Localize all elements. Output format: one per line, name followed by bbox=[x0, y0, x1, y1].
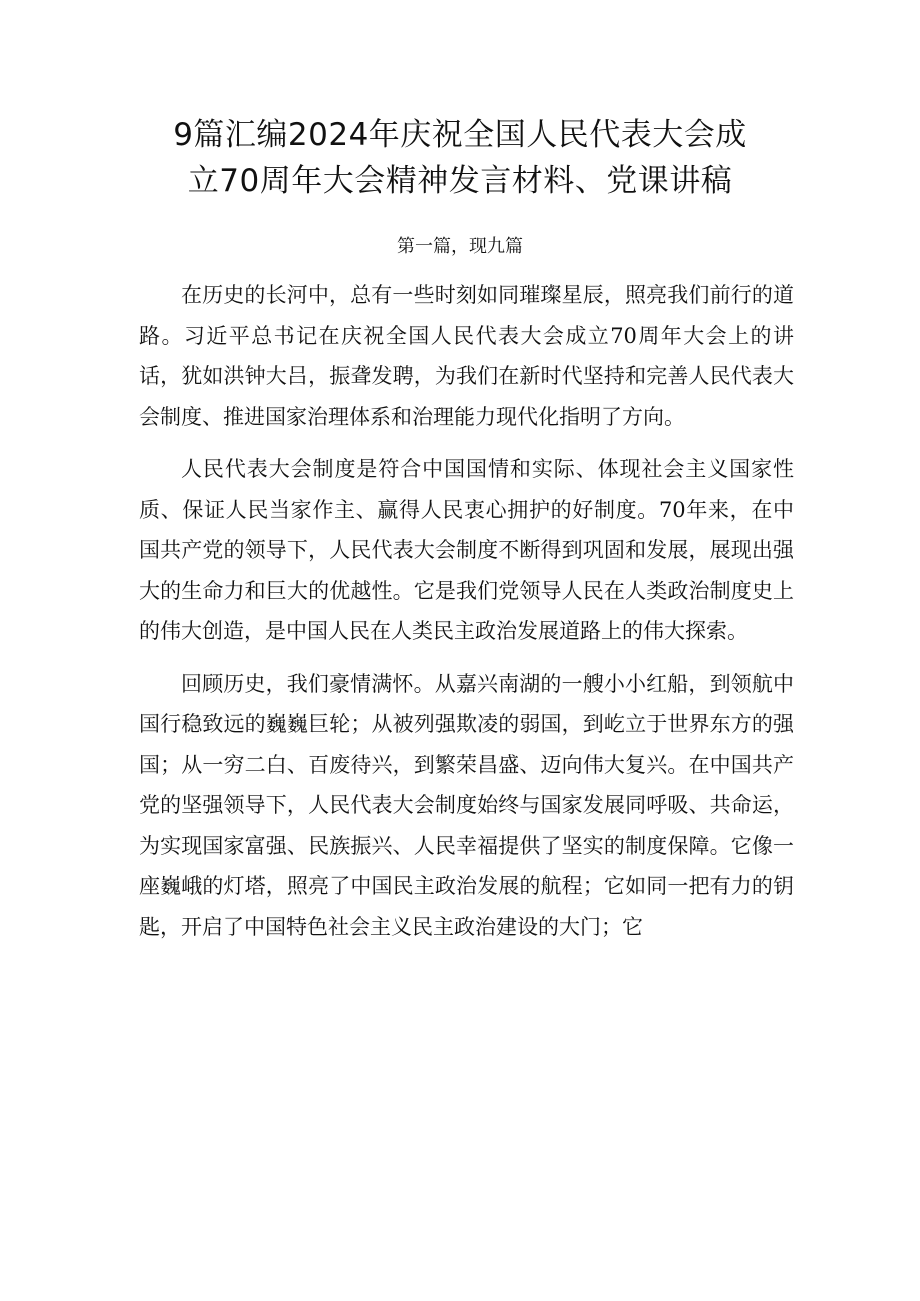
document-subtitle: 第一篇，现九篇 bbox=[397, 236, 523, 257]
paragraph: 回顾历史，我们豪情满怀。从嘉兴南湖的一艘小小红船，到领航中国行稳致远的巍巍巨轮；从被列强欺凌的弱国，到屹立于世界东方的强国；从一穷二白、百废待兴，到繁荣昌盛、迈向伟大复兴。在中国共产党的坚强领导下，人民代表大会制度始终与国家发展同呼吸、共命运，为实现国家富强、民族振兴、人民幸福提供了坚实的制度保障。它像一座巍峨的灯塔，照亮了中国民主政治发展的航程；它如同一把有力的钥匙，开启了中国特色社会主义民主政治建设的大门；它 bbox=[139, 671, 794, 939]
document-body bbox=[139, 275, 794, 959]
title-line-1: 9篇汇编2024年庆祝全国人民代表大会成 bbox=[173, 117, 747, 153]
paragraph: 人民代表大会制度是符合中国国情和实际、体现社会主义国家性质、保证人民当家作主、赢得人民衷心拥护的好制度。70年来，在中国共产党的领导下，人民代表大会制度不断得到巩固和发展，展现出强大的生命力和巨大的优越性。它是我们党领导人民在人类政治制度史上的伟大创造，是中国人民在人类民主政治发展道路上的伟大探索。 bbox=[139, 457, 794, 643]
title-line-2: 立70周年大会精神发言材料、党课讲稿 bbox=[187, 163, 733, 199]
document-title bbox=[120, 112, 800, 204]
paragraph: 在历史的长河中，总有一些时刻如同璀璨星辰，照亮我们前行的道路。习近平总书记在庆祝全国人民代表大会成立70周年大会上的讲话，犹如洪钟大吕，振聋发聘，为我们在新时代坚持和完善人民代表大会制度、推进国家治理体系和治理能力现代化指明了方向。 bbox=[139, 283, 794, 429]
